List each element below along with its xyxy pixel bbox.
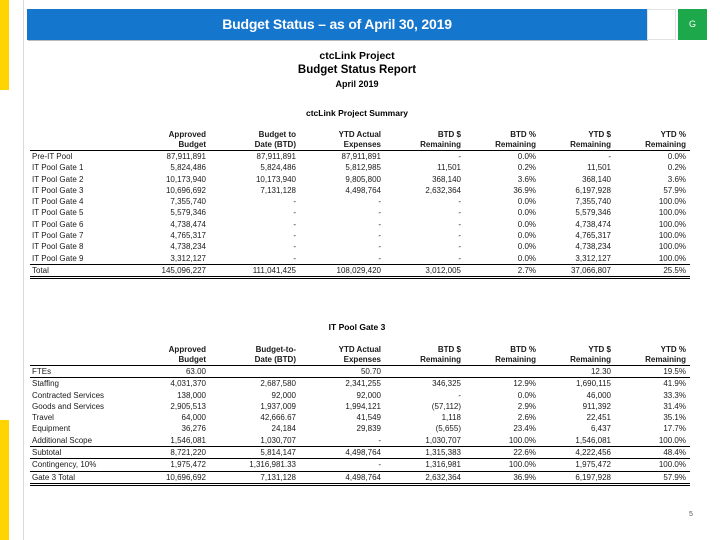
cell: 4,765,317 (170, 231, 206, 241)
cell: 346,325 (432, 379, 461, 389)
cell: 100.0% (658, 219, 686, 229)
cell: 1,030,707 (385, 435, 465, 447)
cell: 41.9% (663, 379, 686, 389)
row-label: IT Pool Gate 5 (32, 208, 84, 218)
cell: 368,140 (582, 174, 611, 184)
summary-col-2-line2: Date (BTD) (210, 140, 300, 151)
cell (210, 366, 300, 378)
badge-glyph: G (688, 19, 696, 29)
table-row (30, 378, 690, 390)
cell: 5,824,486 (260, 163, 296, 173)
summary-col-4-line2: Remaining (385, 140, 465, 151)
cell: 36.9% (465, 471, 540, 484)
cell: 2,687,580 (260, 379, 296, 389)
cell: 12.30 (540, 366, 615, 378)
cell: 2,632,364 (385, 471, 465, 484)
cell: - (293, 219, 296, 229)
summary-col-0-line1 (30, 130, 125, 140)
row-label: Travel (32, 413, 54, 423)
summary-header-row-2 (30, 140, 690, 151)
cell: 3.6% (667, 174, 686, 184)
cell: 7,355,740 (170, 197, 206, 207)
table-row (30, 435, 690, 447)
cell: 46,000 (586, 390, 611, 400)
gate-detail-table (30, 345, 690, 486)
row-label: IT Pool Gate 8 (32, 242, 84, 252)
cell: 1,546,081 (540, 435, 615, 447)
cell: - (458, 197, 461, 207)
cell: 12.9% (513, 379, 536, 389)
row-label: Contingency, 10% (30, 459, 125, 471)
cell: 19.5% (615, 366, 690, 378)
summary-col-7-line2: Remaining (615, 140, 690, 151)
row-label: Staffing (32, 379, 59, 389)
cell: 50.70 (300, 366, 385, 378)
summary-col-1-line1: Approved (168, 130, 206, 139)
cell: 1,315,383 (385, 447, 465, 459)
cell: 4,031,370 (170, 379, 206, 389)
table-row (30, 423, 690, 434)
summary-col-4-line1: BTD $ (437, 130, 461, 139)
cell: 4,498,764 (300, 447, 385, 459)
summary-table-body (30, 151, 690, 278)
cell: (57,112) (431, 401, 461, 411)
cell: 2.9% (517, 401, 536, 411)
cell: 63.00 (125, 366, 210, 378)
cell: 2.7% (465, 264, 540, 277)
header-green-badge (678, 9, 707, 40)
cell: - (385, 253, 465, 265)
cell: 0.0% (517, 231, 536, 241)
table-row (30, 390, 690, 401)
table-row (30, 219, 690, 230)
cell: 22.6% (465, 447, 540, 459)
row-label: Goods and Services (32, 401, 105, 411)
cell: 100.0% (658, 208, 686, 218)
gate-col-6-line2: Remaining (540, 355, 615, 366)
gate-col-7-line1: YTD % (660, 345, 686, 354)
left-vertical-rule (23, 0, 24, 540)
cell: 1,118 (441, 413, 461, 423)
row-label: Subtotal (30, 447, 125, 459)
summary-col-5-line2: Remaining (465, 140, 540, 151)
cell: 111,041,425 (210, 264, 300, 277)
cell: 5,812,985 (345, 163, 381, 173)
cell: 100.0% (465, 459, 540, 471)
cell: 3.6% (517, 174, 536, 184)
table-row (30, 241, 690, 252)
cell: 17.7% (663, 424, 686, 434)
cell: 1,546,081 (125, 435, 210, 447)
cell: (5,655) (435, 424, 461, 434)
cell: 5,824,486 (170, 163, 206, 173)
cell: 10,173,940 (255, 174, 296, 184)
table-row (30, 207, 690, 218)
cell: 42,666.67 (260, 413, 296, 423)
gate-col-5-line2: Remaining (465, 355, 540, 366)
cell: - (293, 208, 296, 218)
cell: 10,173,940 (165, 174, 206, 184)
table-row (30, 401, 690, 412)
cell: 0.0% (517, 242, 536, 252)
table-row (30, 174, 690, 185)
cell: 5,579,346 (170, 208, 206, 218)
cell: - (293, 231, 296, 241)
gate-col-6-line1: YTD $ (588, 345, 611, 354)
row-label: Contracted Services (32, 390, 105, 400)
slide-number: 5 (689, 511, 693, 518)
cell: 0.2% (667, 163, 686, 173)
gate-contingency-row (30, 459, 690, 471)
cell: 11,501 (587, 163, 611, 173)
cell: 4,765,317 (575, 231, 611, 241)
cell: - (378, 208, 381, 218)
gate-col-4-line2: Remaining (385, 355, 465, 366)
cell: 100.0% (658, 231, 686, 241)
cell: 7,131,128 (260, 185, 296, 195)
gate-subtotal-row (30, 447, 690, 459)
cell: 2.6% (517, 413, 536, 423)
cell: 36,276 (181, 424, 206, 434)
cell: 1,316,981.33 (210, 459, 300, 471)
report-line-title: Budget Status Report (297, 64, 417, 76)
cell: 11,501 (437, 163, 461, 173)
cell: 4,222,456 (540, 447, 615, 459)
cell: - (378, 219, 381, 229)
cell: 0.0% (517, 390, 536, 400)
report-line-project: ctcLink Project (319, 50, 395, 62)
gate-col-0-line2 (30, 355, 125, 366)
cell: 1,030,707 (210, 435, 300, 447)
cell: - (458, 390, 461, 400)
cell: 10,696,692 (165, 185, 206, 195)
gate-col-3-line1: YTD Actual (338, 345, 381, 354)
summary-col-5-line1: BTD % (510, 130, 536, 139)
cell: 8,721,220 (125, 447, 210, 459)
table-row (30, 412, 690, 423)
cell: 100.0% (615, 459, 690, 471)
cell: 2,905,513 (170, 401, 206, 411)
row-label: IT Pool Gate 2 (32, 174, 84, 184)
gate-col-4-line1: BTD $ (437, 345, 461, 354)
summary-col-2-line1: Budget to (258, 130, 296, 139)
cell: 6,197,928 (540, 471, 615, 484)
gate-total-row (30, 471, 690, 484)
gate-col-7-line2: Remaining (615, 355, 690, 366)
cell: 36.9% (513, 185, 536, 195)
summary-table (30, 130, 690, 279)
row-label: IT Pool Gate 4 (32, 197, 84, 207)
slide-title: Budget Status – as of April 30, 2019 (222, 16, 452, 32)
summary-section-heading: ctcLink Project Summary (305, 108, 409, 118)
row-label: Total (30, 264, 125, 277)
cell: 3,312,127 (125, 253, 210, 265)
header-white-box (647, 9, 676, 40)
cell: 23.4% (513, 424, 536, 434)
table-row (30, 162, 690, 173)
summary-col-7-line1: YTD % (660, 130, 686, 139)
table-row (30, 196, 690, 207)
summary-col-6-line1: YTD $ (588, 130, 611, 139)
row-label: Gate 3 Total (30, 471, 125, 484)
cell: 35.1% (663, 413, 686, 423)
row-label: IT Pool Gate 6 (32, 219, 84, 229)
cell (385, 366, 465, 378)
gate-header-row-1 (30, 345, 690, 355)
summary-col-0-line2 (30, 140, 125, 151)
cell: - (300, 253, 385, 265)
cell: 1,975,472 (540, 459, 615, 471)
row-label: IT Pool Gate 3 (32, 185, 84, 195)
gate-col-1-line1: Approved (168, 345, 206, 354)
cell: 4,738,234 (170, 242, 206, 252)
cell: 87,911,891 (166, 152, 206, 161)
cell: 7,355,740 (575, 197, 611, 207)
summary-header-row-1 (30, 130, 690, 140)
cell: 31.4% (663, 401, 686, 411)
cell: 0.0% (517, 208, 536, 218)
summary-total-row (30, 264, 690, 277)
cell: 1,994,121 (345, 401, 381, 411)
cell: - (378, 231, 381, 241)
cell: 24,184 (271, 424, 296, 434)
row-label: Additional Scope (30, 435, 125, 447)
row-label: IT Pool Gate 9 (30, 253, 125, 265)
cell: 911,392 (582, 401, 611, 411)
cell: - (210, 253, 300, 265)
cell: 100.0% (658, 242, 686, 252)
cell: 22,451 (586, 413, 611, 423)
cell: 4,498,764 (345, 185, 381, 195)
row-label: IT Pool Gate 7 (32, 231, 84, 241)
cell: 368,140 (432, 174, 461, 184)
cell: 0.0% (517, 219, 536, 229)
row-label: Equipment (32, 424, 71, 434)
gate-col-2-line2: Date (BTD) (210, 355, 300, 366)
cell: 108,029,420 (300, 264, 385, 277)
cell: 29,839 (356, 424, 381, 434)
cell: 9,805,800 (345, 174, 381, 184)
cell: 138,000 (177, 390, 206, 400)
table-row (30, 230, 690, 241)
cell: 7,131,128 (210, 471, 300, 484)
cell: 4,498,764 (300, 471, 385, 484)
cell: 87,911,891 (256, 152, 296, 161)
cell: 100.0% (658, 197, 686, 207)
summary-col-6-line2: Remaining (540, 140, 615, 151)
cell: 57.9% (615, 471, 690, 484)
cell: - (378, 197, 381, 207)
gate-col-0-line1 (30, 345, 125, 355)
summary-col-3-line1: YTD Actual (338, 130, 381, 139)
cell: 33.3% (663, 390, 686, 400)
gate-header-row-2 (30, 355, 690, 366)
cell: 0.2% (517, 163, 536, 173)
gate-col-3-line2: Expenses (300, 355, 385, 366)
row-label: FTEs (30, 366, 125, 378)
cell: 1,975,472 (125, 459, 210, 471)
cell: 3,012,005 (385, 264, 465, 277)
cell: 10,696,692 (125, 471, 210, 484)
cell: - (293, 242, 296, 252)
left-accent-bar-gap (0, 90, 9, 420)
row-label: IT Pool Gate 1 (32, 163, 84, 173)
cell: 48.4% (615, 447, 690, 459)
cell: 6,437 (590, 424, 611, 434)
gate-col-2-line1: Budget-to- (255, 345, 296, 354)
cell: 0.0% (465, 253, 540, 265)
cell: - (300, 459, 385, 471)
table-row (30, 151, 690, 163)
cell: 57.9% (663, 185, 686, 195)
cell: - (293, 197, 296, 207)
summary-col-3-line2: Expenses (300, 140, 385, 151)
cell: 87,911,891 (341, 152, 381, 161)
cell: 6,197,928 (575, 185, 611, 195)
cell: 145,096,227 (125, 264, 210, 277)
cell: 1,690,115 (576, 379, 611, 389)
cell: - (458, 219, 461, 229)
cell: - (458, 242, 461, 252)
table-row (30, 185, 690, 196)
gate-section-heading: IT Pool Gate 3 (328, 322, 386, 332)
table-row (30, 366, 690, 378)
cell: 0.0% (517, 197, 536, 207)
cell: 92,000 (271, 390, 296, 400)
cell: - (458, 208, 461, 218)
cell: 3,312,127 (540, 253, 615, 265)
cell: - (458, 152, 461, 161)
row-label: Pre-IT Pool (32, 152, 73, 161)
cell: 100.0% (465, 435, 540, 447)
cell: 2,632,364 (425, 185, 461, 195)
table-row (30, 253, 690, 265)
cell: 0.0% (667, 152, 686, 161)
gate-table-body (30, 366, 690, 485)
cell: 2,341,255 (345, 379, 381, 389)
cell: 4,738,234 (575, 242, 611, 252)
cell: 5,814,147 (210, 447, 300, 459)
summary-col-1-line2: Budget (125, 140, 210, 151)
cell: - (300, 435, 385, 447)
gate-col-5-line1: BTD % (510, 345, 536, 354)
report-line-period: April 2019 (335, 79, 379, 89)
cell: - (378, 242, 381, 252)
cell: 25.5% (615, 264, 690, 277)
cell: 64,000 (181, 413, 206, 423)
cell: 41,549 (356, 413, 381, 423)
cell: 4,738,474 (575, 219, 611, 229)
cell: 100.0% (615, 435, 690, 447)
cell (465, 366, 540, 378)
cell: 100.0% (615, 253, 690, 265)
cell: 1,937,009 (260, 401, 296, 411)
cell: 1,316,981 (385, 459, 465, 471)
cell: - (458, 231, 461, 241)
cell: 4,738,474 (170, 219, 206, 229)
cell: 0.0% (517, 152, 536, 161)
slide-title-band (27, 9, 647, 40)
cell: 5,579,346 (575, 208, 611, 218)
cell: - (608, 152, 611, 161)
cell: 37,066,807 (540, 264, 615, 277)
gate-col-1-line2: Budget (125, 355, 210, 366)
cell: 92,000 (356, 390, 381, 400)
